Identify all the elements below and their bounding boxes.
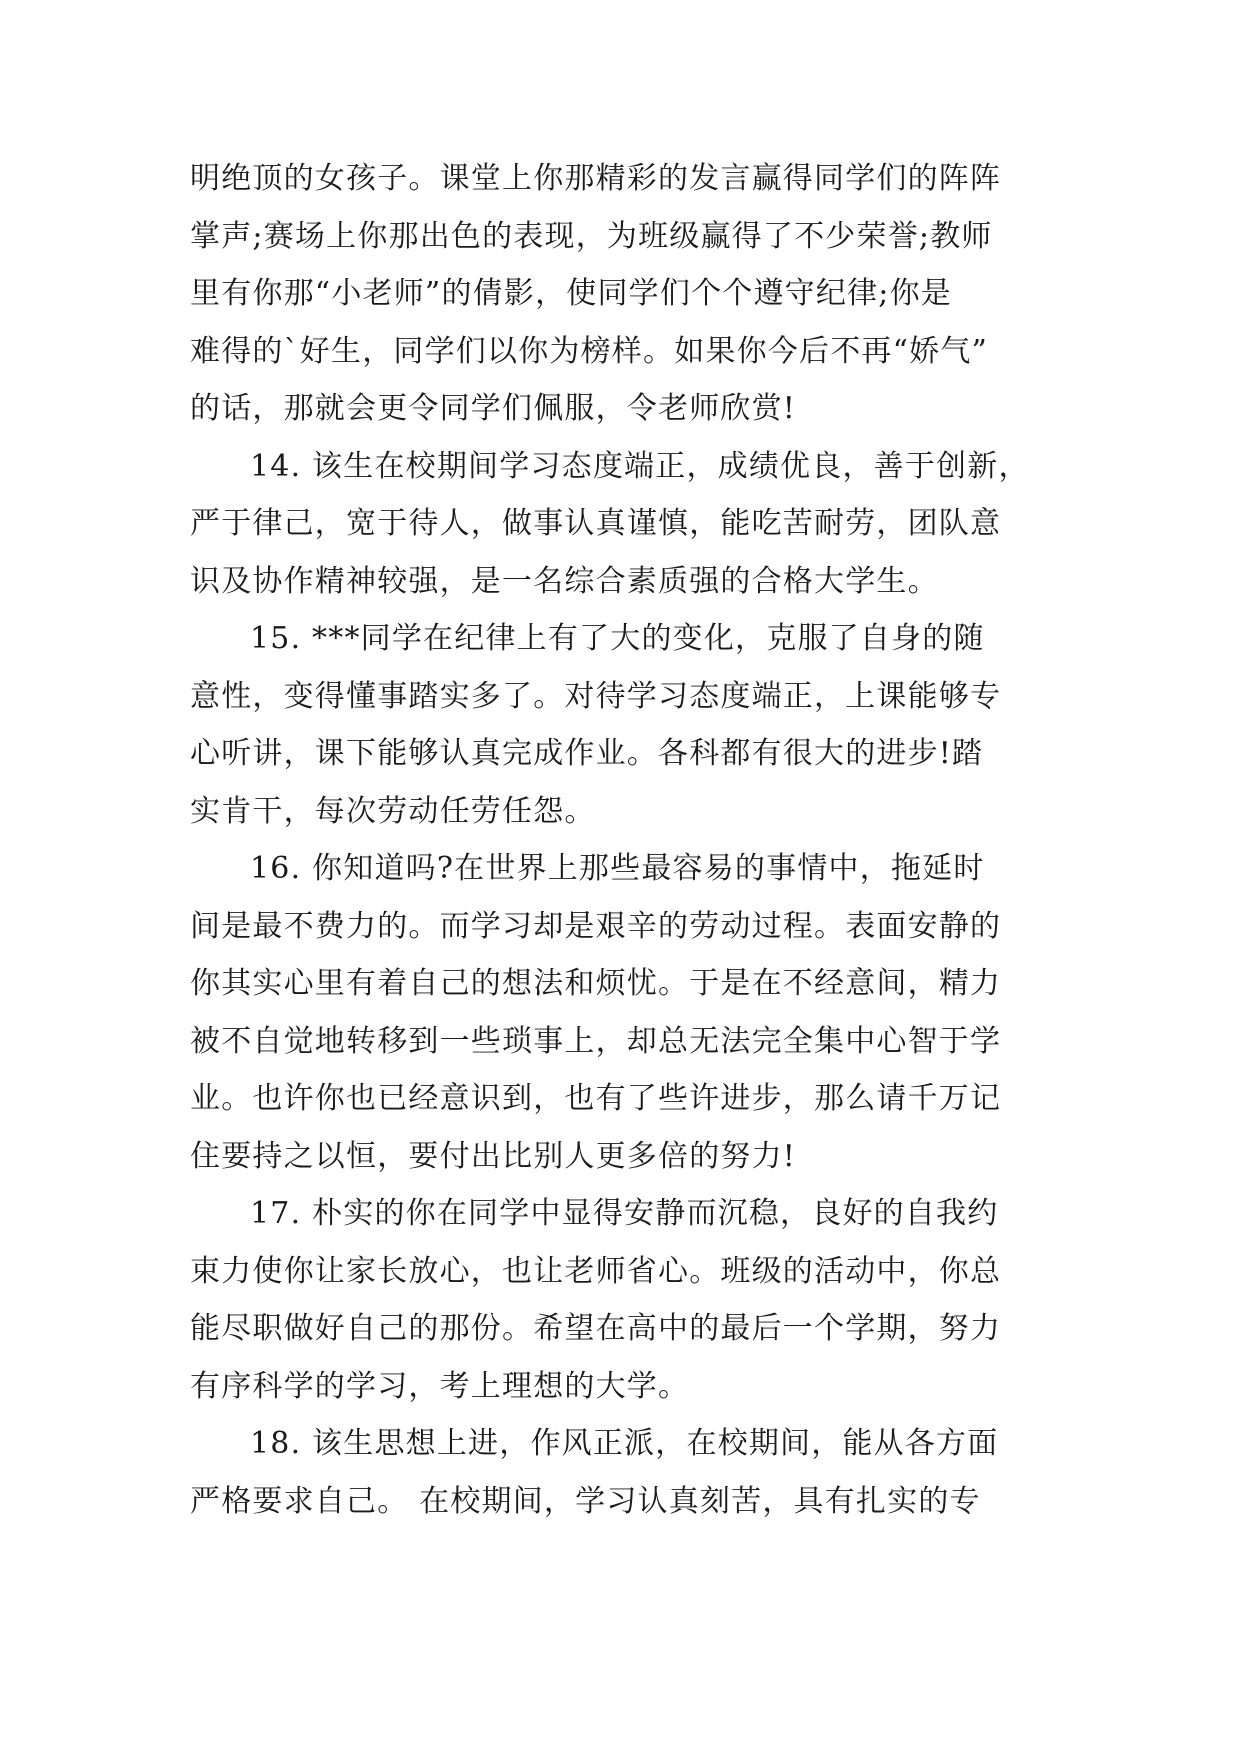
- text-line: 明绝顶的女孩子。课堂上你那精彩的发言赢得同学们的阵阵: [190, 161, 1002, 196]
- text-line: 你其实心里有着自己的想法和烦忧。于是在不经意间，精力: [190, 966, 1002, 1001]
- text-line: 被不自觉地转移到一些琐事上，却总无法完全集中心智于学: [190, 1023, 1002, 1059]
- text-line: 有序科学的学习，考上理想的大学。: [190, 1368, 690, 1404]
- text-line: 束力使你让家长放心，也让老师省心。班级的活动中，你总: [190, 1253, 1002, 1289]
- text-line: 实肯干，每次劳动任劳任怨。: [190, 793, 596, 829]
- text-line: 住要持之以恒，要付出比别人更多倍的努力!: [190, 1138, 797, 1174]
- paragraph-start-15: 15. ***同学在纪律上有了大的变化，克服了自身的随: [250, 621, 985, 656]
- text-line: 难得的`好生，同学们以你为榜样。如果你今后不再“娇气”: [190, 333, 989, 369]
- text-line: 间是最不费力的。而学习却是艰辛的劳动过程。表面安静的: [190, 908, 1002, 944]
- text-line: 识及协作精神较强，是一名综合素质强的合格大学生。: [190, 563, 939, 599]
- text-line: 掌声;赛场上你那出色的表现，为班级赢得了不少荣誉;教师: [190, 218, 993, 254]
- text-line: 能尽职做好自己的那份。希望在高中的最后一个学期，努力: [190, 1311, 1002, 1346]
- paragraph-start-18: 18. 该生思想上进，作风正派，在校期间，能从各方面: [250, 1426, 999, 1461]
- text-line: 心听讲，课下能够认真完成作业。各科都有很大的进步!踏: [190, 736, 984, 771]
- text-line: 意性，变得懂事踏实多了。对待学习态度端正，上课能够专: [190, 678, 1002, 714]
- text-line: 里有你那“小老师”的倩影，使同学们个个遵守纪律;你是: [190, 276, 952, 311]
- text-line: 的话，那就会更令同学们佩服，令老师欣赏!: [190, 391, 797, 426]
- text-line: 严于律己，宽于待人，做事认真谨慎，能吃苦耐劳，团队意: [190, 506, 1002, 541]
- text-line: 严格要求自己。 在校期间，学习认真刻苦，具有扎实的专: [190, 1483, 981, 1519]
- text-line: 业。也许你也已经意识到，也有了些许进步，那么请千万记: [190, 1081, 1002, 1116]
- paragraph-start-14: 14. 该生在校期间学习态度端正，成绩优良，善于创新，: [250, 448, 1030, 484]
- paragraph-start-17: 17. 朴实的你在同学中显得安静而沉稳，良好的自我约: [250, 1196, 999, 1231]
- paragraph-start-16: 16. 你知道吗?在世界上那些最容易的事情中，拖延时: [250, 851, 985, 886]
- document-body: [190, 150, 1050, 1530]
